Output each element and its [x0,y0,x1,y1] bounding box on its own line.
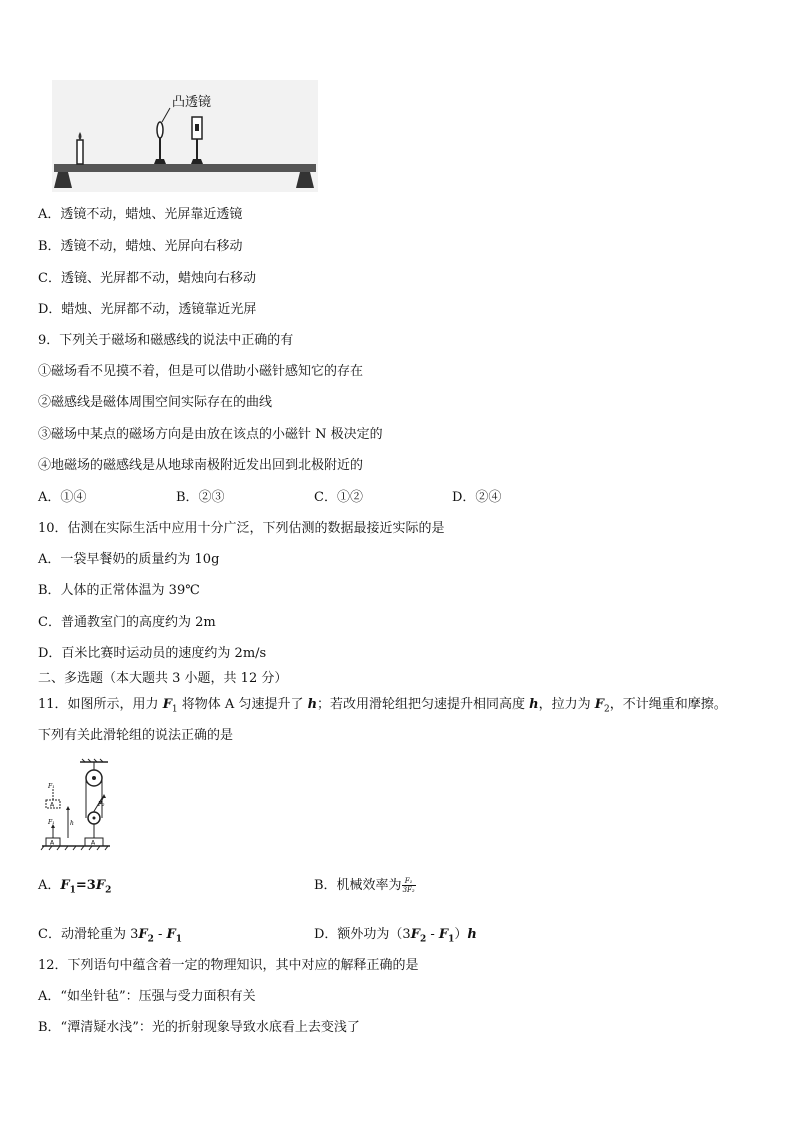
label-h: h [70,820,74,827]
optical-bench-figure [52,80,318,192]
q9-option-d: D．②④ [452,490,502,505]
q9-option-c: C．①② [314,490,363,505]
pulley-figure [40,758,112,854]
q8-option-b: B．透镜不动，蜡烛、光屏向右移动 [38,239,243,254]
q8-option-c: C．透镜、光屏都不动，蜡烛向右移动 [38,271,256,286]
q9-option-b: B．②③ [176,490,225,505]
label-a-right: A [91,839,96,847]
q11-stem: 11．如图所示，用力 $F_1$ 将物体 A 匀速提升了 h；若改用滑轮组把匀速提升相同高度 h，拉力为 $F_2$，不计绳重和摩擦。 [38,697,727,715]
section-heading: 二、多选题（本大题共 3 小题，共 12 分） [38,671,288,686]
label-a-left: A [50,839,55,847]
q10-option-d: D．百米比赛时运动员的速度约为 2m/s [38,646,267,661]
q9-statement-3: ③磁场中某点的磁场方向是由放在该点的小磁针 N 极决定的 [38,427,383,442]
label-f2: F₂ [98,801,105,808]
candle [77,140,83,164]
q12-option-b: B．“潭清疑水浅”：光的折射现象导致水底看上去变浅了 [38,1020,360,1035]
q11-option-c: C．动滑轮重为 $3F_2 - F_1$ [38,927,183,945]
q8-option-a: A．透镜不动，蜡烛、光屏靠近透镜 [38,207,243,222]
q9-option-a: A．①④ [38,490,87,505]
convex-lens [157,122,163,138]
label-a-dashed: A [50,801,55,809]
q11-option-a: A．$F_1=3F_2$ [38,878,112,896]
q11-option-d: D．额外功为$(3F_2 - F_1)h$ [314,927,477,945]
label-f1-top: F₁ [48,783,55,790]
convex-lens-label: 凸透镜 [172,95,212,110]
q11-option-b: B．机械效率为 $\frac{\text{F₁}}{\text{3F₂}}$ [314,877,415,894]
q9-statement-2: ②磁感线是磁体周围空间实际存在的曲线 [38,395,273,410]
efficiency-fraction: $\frac{\text{F₁}}{\text{3F₂}}$ [402,877,415,894]
q10-option-b: B．人体的正常体温为 39℃ [38,583,200,598]
label-f1-bottom: F₁ [48,819,55,826]
bench-rail [54,164,316,172]
q12-stem: 12．下列语句中蕴含着一定的物理知识，其中对应的解释正确的是 [38,958,419,973]
q12-option-a: A．“如坐针毡”：压强与受力面积有关 [38,989,256,1004]
q8-option-d: D．蜡烛、光屏都不动，透镜靠近光屏 [38,302,257,317]
q9-statement-1: ①磁场看不见摸不着，但是可以借助小磁针感知它的存在 [38,364,364,379]
q9-stem: 9．下列关于磁场和磁感线的说法中正确的有 [38,333,294,348]
q10-option-c: C．普通教室门的高度约为 2m [38,615,216,630]
q9-statement-4: ④地磁场的磁感线是从地球南极附近发出回到北极附近的 [38,458,364,473]
q10-option-a: A．一袋早餐奶的质量约为 10g [38,552,220,567]
q11-stem-line2: 下列有关此滑轮组的说法正确的是 [38,728,234,743]
q10-stem: 10．估测在实际生活中应用十分广泛，下列估测的数据最接近实际的是 [38,521,445,536]
